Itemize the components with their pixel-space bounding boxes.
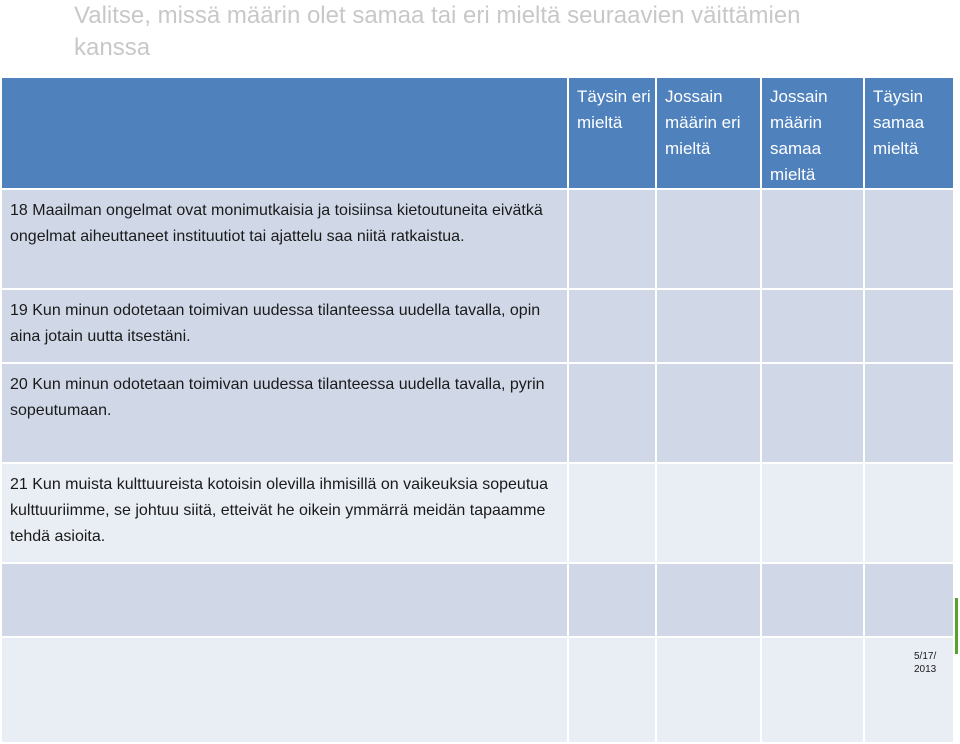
header-corner-cell [1, 77, 568, 189]
column-header-strongly-agree: Täysin samaa mieltä [864, 77, 954, 189]
answer-cell-somewhat-disagree[interactable] [656, 637, 761, 743]
answer-cell-somewhat-agree[interactable] [761, 363, 864, 463]
answer-cell-strongly-agree[interactable] [864, 289, 954, 363]
answer-cell-somewhat-disagree[interactable] [656, 563, 761, 637]
column-header-strongly-disagree: Täysin eri mieltä [568, 77, 656, 189]
answer-cell-somewhat-disagree[interactable] [656, 363, 761, 463]
answer-cell-somewhat-disagree[interactable] [656, 189, 761, 289]
statement-text: 19 Kun minun odotetaan toimivan uudessa tilanteessa uudella tavalla, opin aina jotain uutta itsestäni. [1, 289, 568, 363]
answer-cell-somewhat-agree[interactable] [761, 637, 864, 743]
answer-cell-somewhat-disagree[interactable] [656, 289, 761, 363]
statement-row-21 [1, 463, 954, 563]
answer-cell-strongly-disagree[interactable] [568, 189, 656, 289]
statement-row-18 [1, 189, 954, 289]
answer-cell-strongly-agree[interactable] [864, 189, 954, 289]
header-row [1, 77, 954, 189]
statement-text: 20 Kun minun odotetaan toimivan uudessa tilanteessa uudella tavalla, pyrin sopeutumaan. [1, 363, 568, 463]
statement-text [1, 637, 568, 743]
survey-table [0, 76, 955, 744]
statement-text [1, 563, 568, 637]
answer-cell-strongly-agree[interactable] [864, 363, 954, 463]
column-header-somewhat-disagree: Jossain määrin eri mieltä [656, 77, 761, 189]
slide-date: 5/17/ 2013 [914, 651, 937, 675]
answer-cell-somewhat-disagree[interactable] [656, 463, 761, 563]
answer-cell-strongly-disagree[interactable] [568, 637, 656, 743]
answer-cell-strongly-disagree[interactable] [568, 563, 656, 637]
answer-cell-somewhat-agree[interactable] [761, 189, 864, 289]
statement-row-20 [1, 363, 954, 463]
slide-accent-bar [955, 598, 958, 654]
statement-row-19 [1, 289, 954, 363]
answer-cell-strongly-disagree[interactable] [568, 363, 656, 463]
answer-cell-strongly-agree[interactable] [864, 563, 954, 637]
page-title: Valitse, missä määrin olet samaa tai eri mieltä seuraavien väittämien kanssa [74, 2, 801, 61]
answer-cell-somewhat-agree[interactable] [761, 289, 864, 363]
empty-row [1, 637, 954, 743]
statement-text: 18 Maailman ongelmat ovat monimutkaisia ja toisiinsa kietoutuneita eivätkä ongelmat aiheuttaneet instituutiot tai ajattelu saa niitä ratkaistua. [1, 189, 568, 289]
answer-cell-somewhat-agree[interactable] [761, 563, 864, 637]
column-header-somewhat-agree: Jossain määrin samaa mieltä [761, 77, 864, 189]
answer-cell-somewhat-agree[interactable] [761, 463, 864, 563]
empty-row [1, 563, 954, 637]
answer-cell-strongly-disagree[interactable] [568, 289, 656, 363]
answer-cell-strongly-disagree[interactable] [568, 463, 656, 563]
answer-cell-strongly-agree[interactable] [864, 463, 954, 563]
statement-text: 21 Kun muista kulttuureista kotoisin olevilla ihmisillä on vaikeuksia sopeutua kulttuuriimme, se johtuu siitä, etteivät he oikein ymmärrä meidän tapaamme tehdä asioita. [1, 463, 568, 563]
